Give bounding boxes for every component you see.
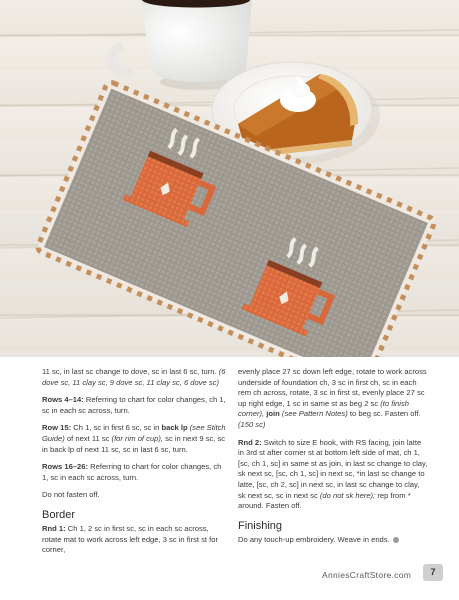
border-heading: Border <box>42 508 76 521</box>
instruction-fasten-note: Do not fasten off. <box>42 490 100 500</box>
page-number: 7 <box>423 564 443 581</box>
right-column <box>238 367 428 552</box>
end-bullet-icon <box>393 537 399 543</box>
instruction-row3-end: 11 sc, in last sc change to dove, sc in last 6 sc, turn. (6 dove sc, 11 clay sc, 9 dove sc, 11 clay sc, 6 dove sc) <box>42 367 226 387</box>
instruction-rows-4-14: Rows 4–14: Referring to chart for color changes, ch 1, sc in each sc across, turn. <box>42 395 226 415</box>
instruction-rnd-1: Rnd 1: Ch 1, 2 sc in first sc, sc in each sc across, rotate mat to work across left edge, 3 sc in first st for corner, <box>42 523 218 555</box>
instruction-row-15: Row 15: Ch 1, sc in first 6 sc, sc in back lp (see Stitch Guide) of next 11 sc (for rim of cup), sc in next 9 sc, sc in back lp of next 11 sc, sc in last 6 sc, turn. <box>42 423 226 454</box>
coffee-mug-icon <box>112 0 252 90</box>
instruction-rows-16-26: Rows 16–26: Referring to chart for color changes, ch 1, sc in each sc across, turn. <box>42 462 222 482</box>
finishing-heading: Finishing <box>238 519 283 532</box>
instruction-finishing: Do any touch-up embroidery. Weave in ends. <box>238 535 428 546</box>
left-column <box>42 367 227 563</box>
footer-website: AnniesCraftStore.com <box>322 570 412 580</box>
instruction-rnd-1-cont: evenly place 27 sc down left edge, rotate to work across underside of foundation ch, 3 sc in first ch, sc in each rem ch across, rotate, 3 sc in first st, evenly place 27 sc up right edge, 1 sc in same st as beg 2 sc (to finish corner), join (see Pattern Notes) to beg sc. Fasten off. (150 sc) <box>238 367 427 429</box>
instruction-rnd-2: Rnd 2: Switch to size E hook, with RS facing, join latte in 3rd st after corner st at bottom left side of mat, ch 1, [sc, ch 1, sc] in same st as join, in last sc change to clay, sk next sc, [sc, ch 1, sc] in next sc, *in last sc change to latte, [sc, ch 2, sc] in next sc, in last sc change to clay, sk next sc, sc in next sc (do not sk here); rep from * around. Fasten off. <box>238 437 428 511</box>
